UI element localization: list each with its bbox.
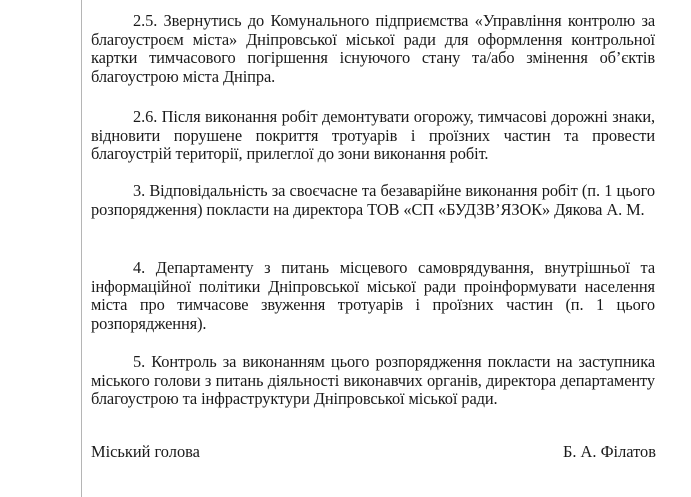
paragraph-3: 3. Відповідальність за своєчасне та безаварійне виконання робіт (п. 1 цього розпорядження) покласти на директора ТОВ «СП «БУДЗВ’ЯЗОК» Дякова А. М. — [91, 181, 655, 219]
paragraph-4: 4. Департаменту з питань місцевого самоврядування, внутрішньої та інформаційної політики Дніпровської міської ради проінформувати населення міста про тимчасове звуження тротуарів і проїзних частин (п. 1 цього розпорядження). — [91, 258, 655, 334]
paragraph-2-6: 2.6. Після виконання робіт демонтувати огорожу, тимчасові дорожні знаки, відновити порушене покриття тротуарів і проїзних частин та провести благоустрій території, прилеглої до зони виконання робіт. — [91, 107, 655, 164]
signature-name: Б. А. Філатов — [562, 442, 656, 461]
signature-block — [91, 443, 655, 462]
page-margin-line — [81, 0, 82, 497]
paragraph-2-5: 2.5. Звернутись до Комунального підприємства «Управління контролю за благоустроєм міста» Дніпровської міської ради для оформлення контрольної картки тимчасового погіршення існуючого стану та/або змінення об’єктів благоустрою міста Дніпра. — [91, 11, 655, 87]
paragraph-5: 5. Контроль за виконанням цього розпорядження покласти на заступника міського голови з питань діяльності виконавчих органів, директора департаменту благоустрою та інфраструктури Дніпровської міської ради. — [91, 352, 655, 409]
signature-title: Міський голова — [91, 442, 200, 461]
